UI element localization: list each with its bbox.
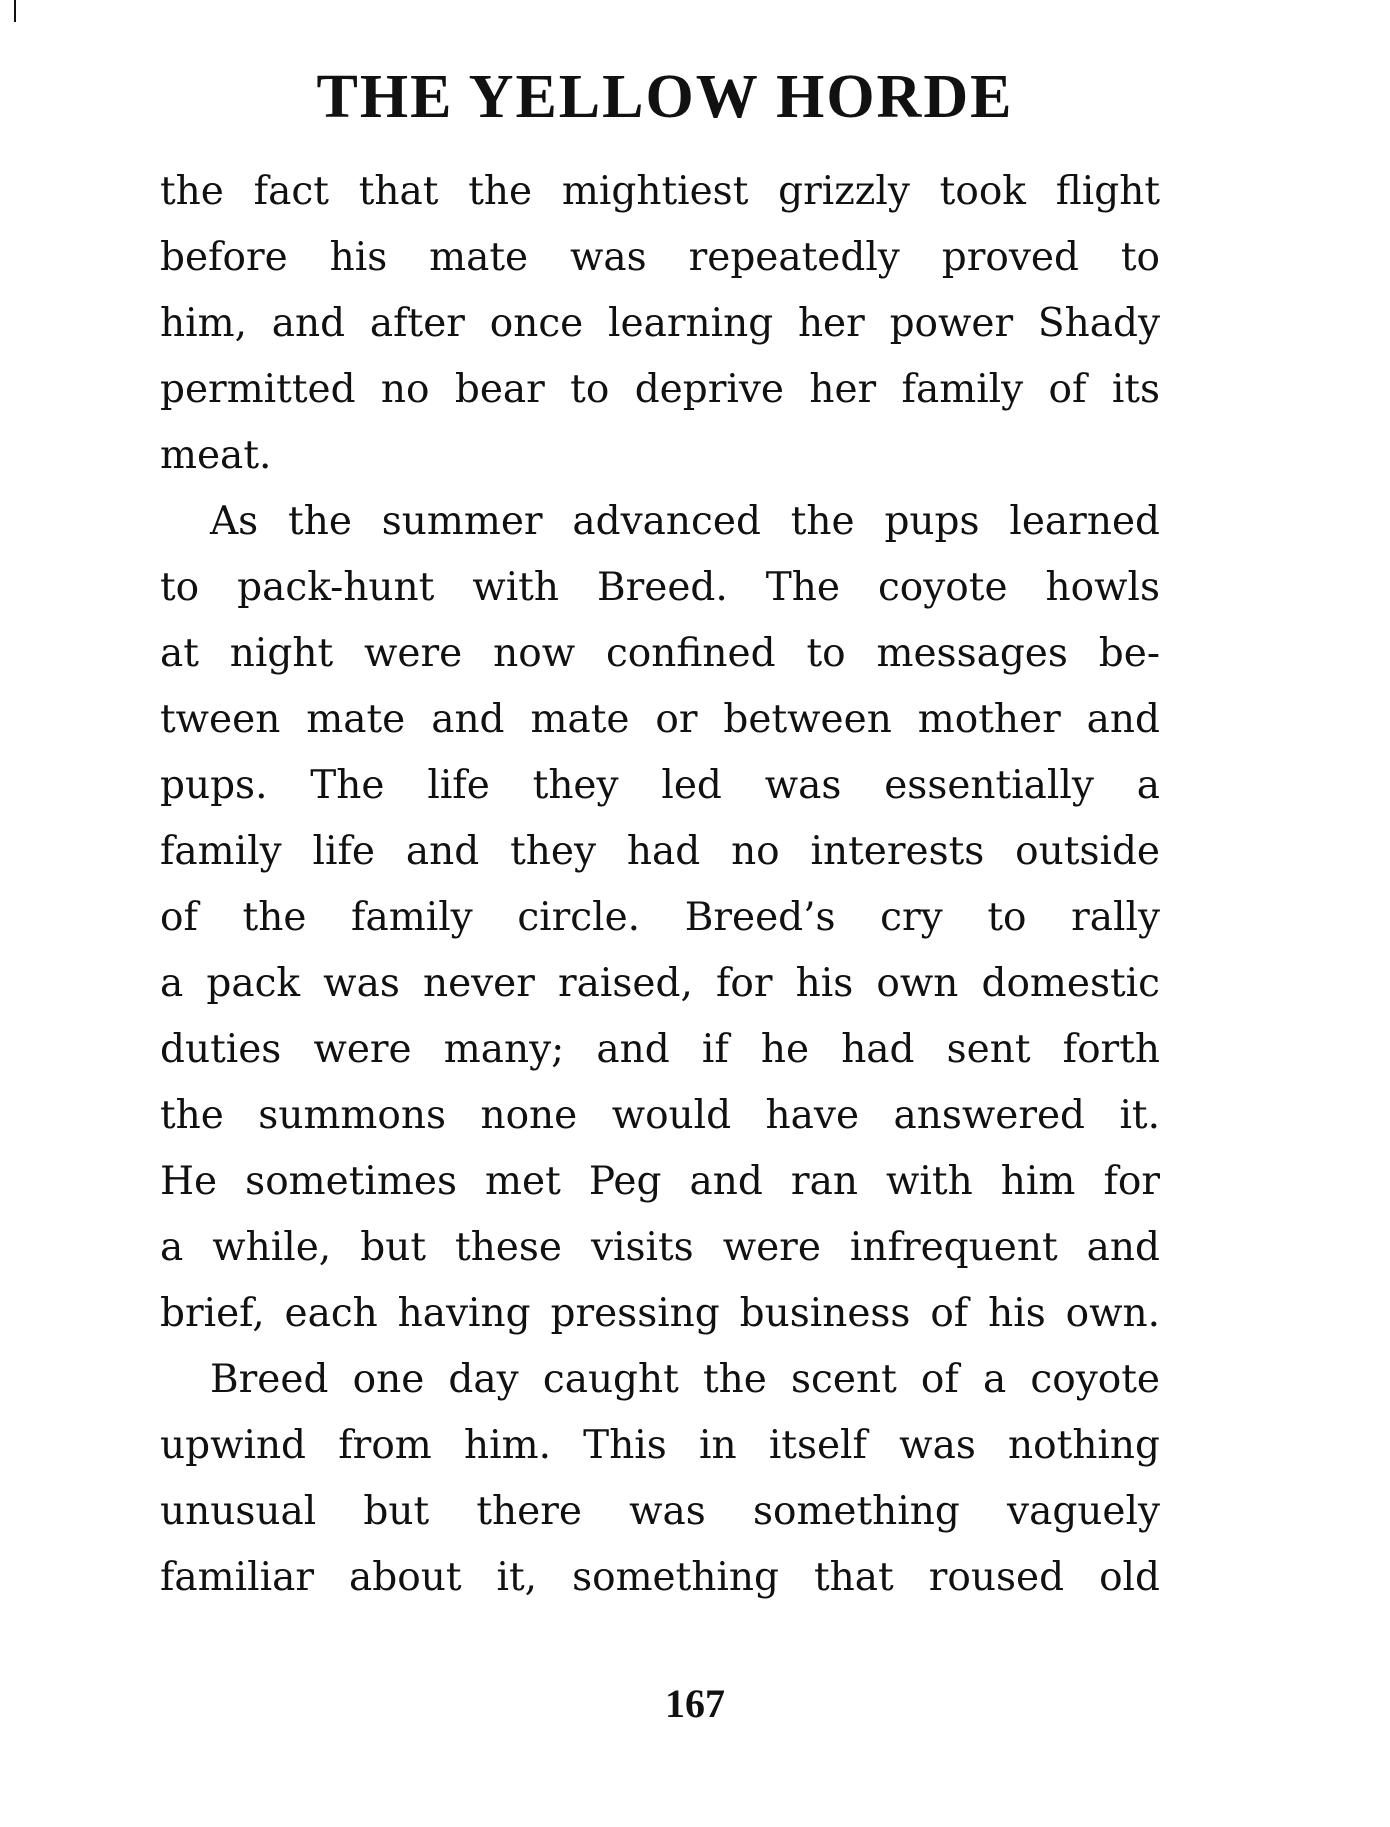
text-line: at night were now confined to messages be- bbox=[160, 631, 1160, 676]
paragraph-1 bbox=[160, 159, 1160, 489]
text-line: duties were many; and if he had sent forth bbox=[160, 1027, 1160, 1072]
text-line: before his mate was repeatedly proved to bbox=[160, 235, 1160, 280]
text-line: meat. bbox=[160, 433, 272, 478]
text-line: As the summer advanced the pups learned bbox=[210, 499, 1160, 544]
text-line: He sometimes met Peg and ran with him for bbox=[160, 1159, 1160, 1204]
text-line: him, and after once learning her power Shady bbox=[160, 301, 1160, 346]
text-line: of the family circle. Breed’s cry to rally bbox=[160, 895, 1160, 940]
text-line: a pack was never raised, for his own domestic bbox=[160, 961, 1160, 1006]
text-line: permitted no bear to deprive her family of its bbox=[160, 367, 1160, 412]
text-line: a while, but these visits were infrequent and bbox=[160, 1225, 1160, 1270]
running-head-title: THE YELLOW HORDE bbox=[316, 63, 1014, 131]
text-line: pups. The life they led was essentially a bbox=[160, 763, 1160, 808]
text-line: upwind from him. This in itself was nothing bbox=[160, 1423, 1160, 1468]
text-line: the summons none would have answered it. bbox=[160, 1093, 1160, 1138]
text-line: brief, each having pressing business of his own. bbox=[160, 1291, 1160, 1336]
paragraph-2 bbox=[160, 489, 1160, 1347]
text-line: family life and they had no interests outside bbox=[160, 829, 1160, 874]
text-line: to pack-hunt with Breed. The coyote howls bbox=[160, 565, 1160, 610]
text-line: the fact that the mightiest grizzly took flight bbox=[160, 169, 1160, 214]
scan-edge-mark bbox=[14, 0, 16, 22]
text-line: familiar about it, something that roused old bbox=[160, 1555, 1160, 1600]
text-line: Breed one day caught the scent of a coyote bbox=[210, 1357, 1160, 1402]
text-line: tween mate and mate or between mother and bbox=[160, 697, 1160, 742]
body-text bbox=[160, 159, 1160, 1611]
text-line: unusual but there was something vaguely bbox=[160, 1489, 1160, 1534]
paragraph-3 bbox=[160, 1347, 1160, 1611]
page-number: 167 bbox=[665, 1681, 725, 1726]
